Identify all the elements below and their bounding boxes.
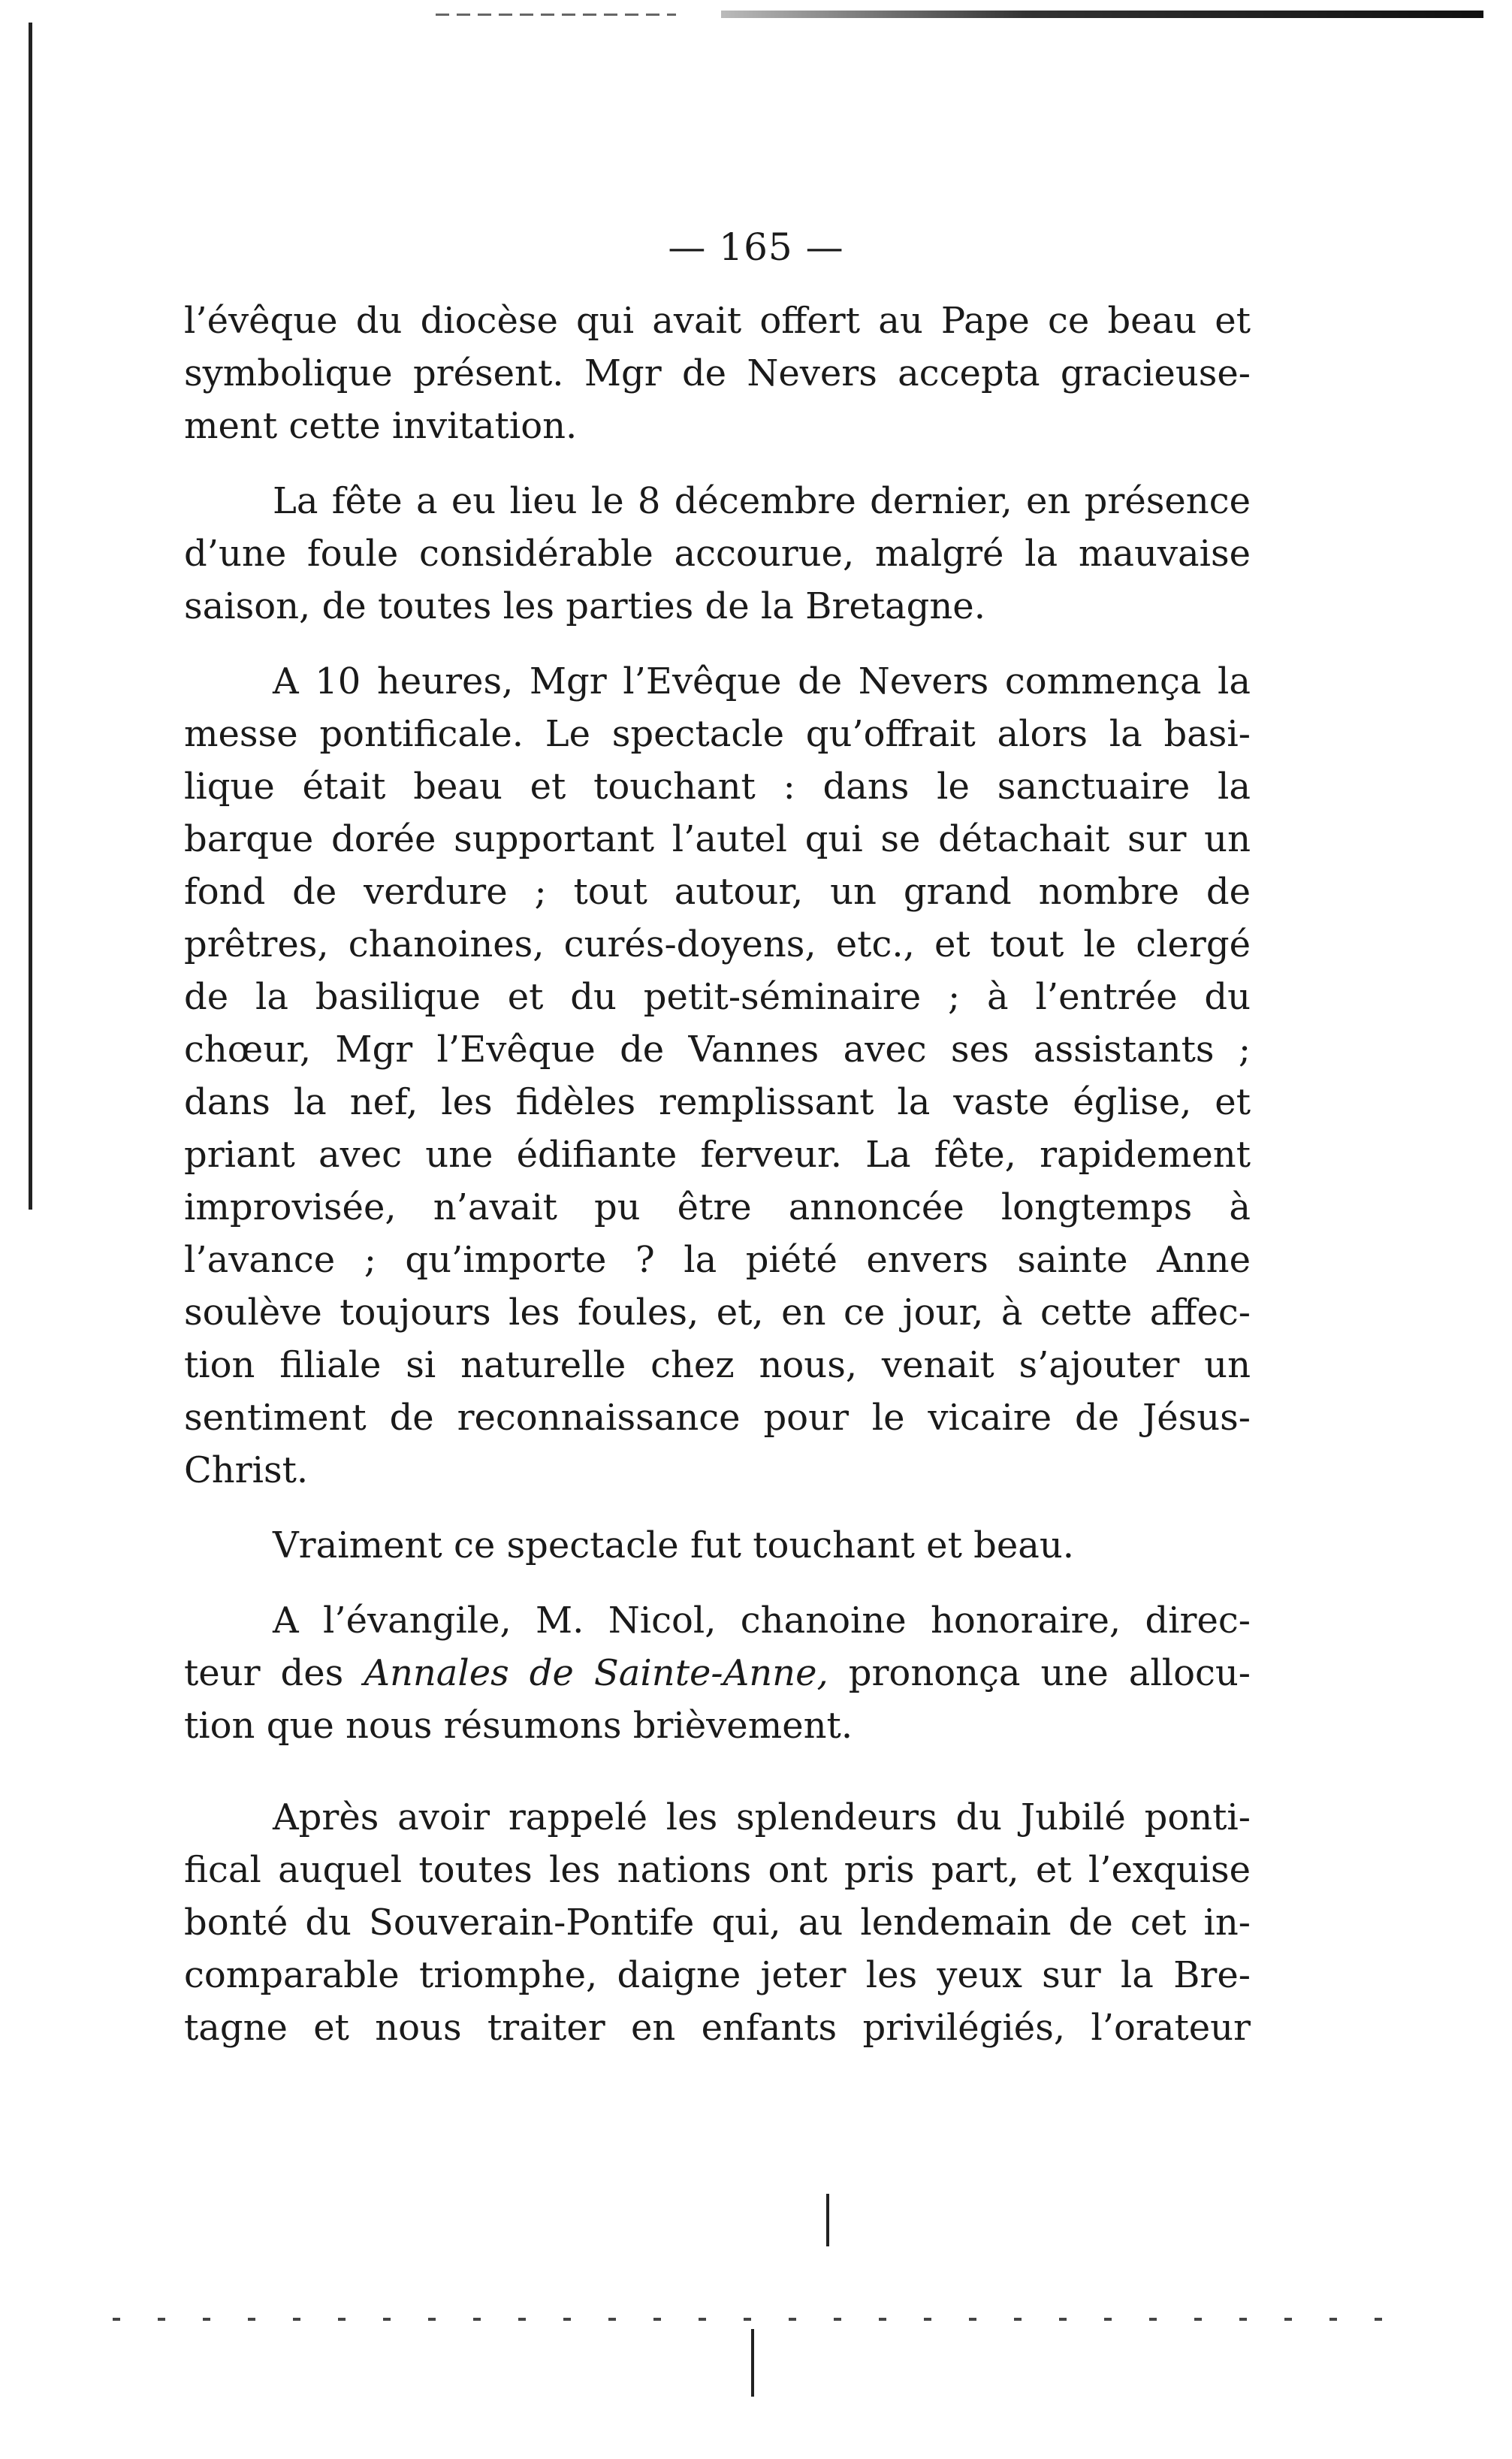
text-line: messe pontificale. Le spectacle qu’offrait alors la basi- xyxy=(184,713,1251,755)
text-line: prêtres, chanoines, curés-doyens, etc., et tout le clergé xyxy=(184,923,1251,965)
scan-artifact-top-bar xyxy=(721,11,1483,18)
text-line xyxy=(184,1647,1251,1699)
text-line: lique était beau et touchant : dans le sanctuaire la xyxy=(184,766,1251,808)
text-line: Vraiment ce spectacle fut touchant et beau. xyxy=(273,1524,1075,1566)
text-line: tion que nous résumons brièvement. xyxy=(184,1705,853,1747)
text-line: de la basilique et du petit-séminaire ; à l’entrée du xyxy=(184,976,1251,1018)
text-line: chœur, Mgr l’Evêque de Vannes avec ses assistants ; xyxy=(184,1029,1251,1071)
journal-title: Annales de Sainte-Anne, xyxy=(364,1652,828,1694)
body-text xyxy=(184,295,1251,2054)
scan-artifact-mark xyxy=(751,2329,754,2397)
text-run: prononça une allocu- xyxy=(828,1652,1251,1694)
text-line: tion filiale si naturelle chez nous, venait s’ajouter un xyxy=(184,1344,1251,1386)
paragraph xyxy=(184,655,1251,1497)
text-line: comparable triomphe, daigne jeter les yeux sur la Bre- xyxy=(184,1954,1251,1996)
text-line: l’avance ; qu’importe ? la piété envers sainte Anne xyxy=(184,1239,1251,1281)
text-line: bonté du Souverain-Pontife qui, au lendemain de cet in- xyxy=(184,1902,1251,1944)
text-line: La fête a eu lieu le 8 décembre dernier, en présence xyxy=(273,480,1251,522)
text-line: sentiment de reconnaissance pour le vicaire de Jésus- xyxy=(184,1397,1251,1439)
scan-artifact-mark xyxy=(826,2194,829,2246)
text-line: tagne et nous traiter en enfants privilégiés, l’orateur xyxy=(184,2007,1251,2049)
text-line: A l’évangile, M. Nicol, chanoine honoraire, direc- xyxy=(273,1600,1251,1642)
paragraph xyxy=(184,475,1251,633)
scan-artifact-bottom-dots xyxy=(113,2318,1405,2321)
page-number: — 165 — xyxy=(668,225,844,269)
text-line: fical auquel toutes les nations ont pris part, et l’exquise xyxy=(184,1849,1251,1891)
paragraph xyxy=(184,295,1251,452)
text-line: barque dorée supportant l’autel qui se détachait sur un xyxy=(184,818,1251,860)
paragraph xyxy=(184,1519,1251,1572)
scan-artifact-left-edge xyxy=(29,23,32,1210)
text-line: d’une foule considérable accourue, malgré la mauvaise xyxy=(184,533,1251,575)
text-line: symbolique présent. Mgr de Nevers accepta gracieuse- xyxy=(184,352,1251,394)
text-line: priant avec une édifiante ferveur. La fête, rapidement xyxy=(184,1134,1251,1176)
paragraph xyxy=(184,1594,1251,1752)
text-run: teur des xyxy=(184,1652,364,1694)
scan-artifact-top-dashes xyxy=(436,14,676,16)
text-line: soulève toujours les foules, et, en ce jour, à cette affec- xyxy=(184,1291,1251,1334)
text-line: A 10 heures, Mgr l’Evêque de Nevers commença la xyxy=(273,660,1251,702)
text-line: l’évêque du diocèse qui avait offert au Pape ce beau et xyxy=(184,300,1251,342)
text-line: improvisée, n’avait pu être annoncée longtemps à xyxy=(184,1186,1251,1228)
text-line: ment cette invitation. xyxy=(184,405,578,447)
text-line: fond de verdure ; tout autour, un grand nombre de xyxy=(184,871,1251,913)
text-line: Après avoir rappelé les splendeurs du Jubilé ponti- xyxy=(273,1796,1251,1838)
text-line: dans la nef, les fidèles remplissant la vaste église, et xyxy=(184,1081,1251,1123)
text-line: saison, de toutes les parties de la Bretagne. xyxy=(184,585,985,627)
paragraph xyxy=(184,1791,1251,2054)
text-line: Christ. xyxy=(184,1449,309,1491)
